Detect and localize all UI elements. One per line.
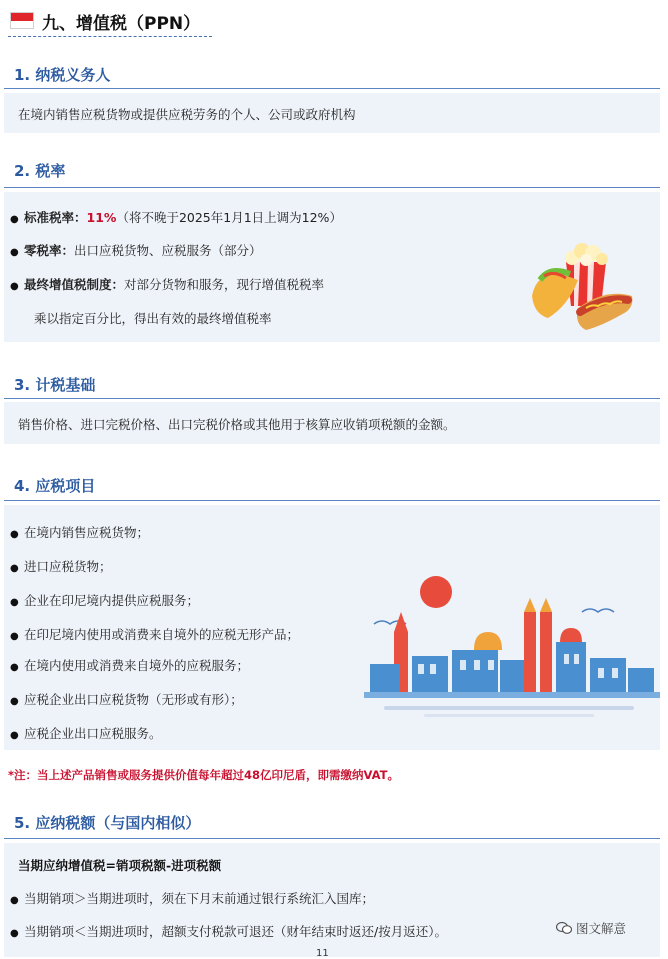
section-3-text: 销售价格、进口完税价格、出口完税价格或其他用于核算应收销项税额的金额。: [18, 417, 456, 432]
page-header: [8, 6, 212, 37]
section-4-divider: [4, 500, 660, 501]
taxable-item: ● 在境内销售应税货物；: [10, 525, 150, 540]
bullet-dot-icon: ●: [10, 928, 19, 939]
bullet-dot-icon: ●: [10, 662, 19, 673]
bullet-dot-icon: ●: [10, 281, 19, 292]
bullet-dot-icon: ●: [10, 529, 19, 540]
bullet-dot-icon: ●: [10, 631, 19, 642]
bullet-dot-icon: ●: [10, 247, 19, 258]
section-4-title: 4. 应税项目: [14, 477, 96, 495]
taxable-item: ● 应税企业出口应税货物（无形或有形）；: [10, 692, 243, 707]
vat-formula: 当期应纳增值税=销项税额-进项税额: [18, 858, 222, 873]
section-1-title: 1. 纳税义务人: [14, 66, 111, 84]
indonesia-flag-icon: [10, 12, 34, 29]
bullet-dot-icon: ●: [10, 214, 19, 225]
taxable-item: ● 在境内使用或消费来自境外的应税服务；: [10, 658, 250, 673]
wechat-icon: [556, 921, 572, 935]
rate-item-zero: ● 零税率：出口应税货物、应税服务（部分）: [10, 243, 262, 258]
taxable-item: ● 进口应税货物；: [10, 559, 112, 574]
city-skyline-illustration: [364, 572, 660, 722]
bullet-dot-icon: ●: [10, 730, 19, 741]
taxable-item: ● 企业在印尼境内提供应税服务；: [10, 593, 200, 608]
section-3-title: 3. 计税基础: [14, 376, 96, 394]
rate-item-final: ● 最终增值税制度：对部分货物和服务，现行增值税税率: [10, 277, 325, 292]
section-3-divider: [4, 398, 660, 399]
food-illustration: [528, 236, 636, 336]
bullet-dot-icon: ●: [10, 895, 19, 906]
taxable-item: ● 应税企业出口应税服务。: [10, 726, 162, 741]
bullet-dot-icon: ●: [10, 696, 19, 707]
bullet-dot-icon: ●: [10, 563, 19, 574]
section-2-divider: [4, 187, 660, 188]
section-2-title: 2. 税率: [14, 162, 66, 180]
rate-item-standard: ● 标准税率：11%（将不晚于2025年1月1日上调为12%）: [10, 210, 342, 225]
page-title: 九、增值税（PPN）: [42, 14, 201, 34]
section-1-divider: [4, 88, 660, 89]
payable-item: ● 当期销项＞当期进项时，须在下月末前通过银行系统汇入国库；: [10, 891, 375, 906]
vat-threshold-note: *注：当上述产品销售或服务提供价值每年超过48亿印尼盾，即需缴纳VAT。: [8, 768, 399, 782]
rate-item-final-continuation: 乘以指定百分比，得出有效的最终增值税率: [34, 311, 272, 326]
taxable-item: ● 在印尼境内使用或消费来自境外的应税无形产品；: [10, 627, 300, 642]
page-number: 11: [316, 948, 329, 959]
section-5-title: 5. 应纳税额（与国内相似）: [14, 814, 201, 832]
section-5-divider: [4, 838, 660, 839]
payable-item: ● 当期销项＜当期进项时，超额支付税款可退还（财年结束时返还/按月返还）。: [10, 924, 447, 939]
standard-rate-value: 11%: [86, 210, 117, 225]
bullet-dot-icon: ●: [10, 597, 19, 608]
sun-icon: [420, 576, 452, 608]
section-1-text: 在境内销售应税货物或提供应税劳务的个人、公司或政府机构: [18, 107, 356, 122]
watermark: 图文解意: [556, 919, 626, 937]
